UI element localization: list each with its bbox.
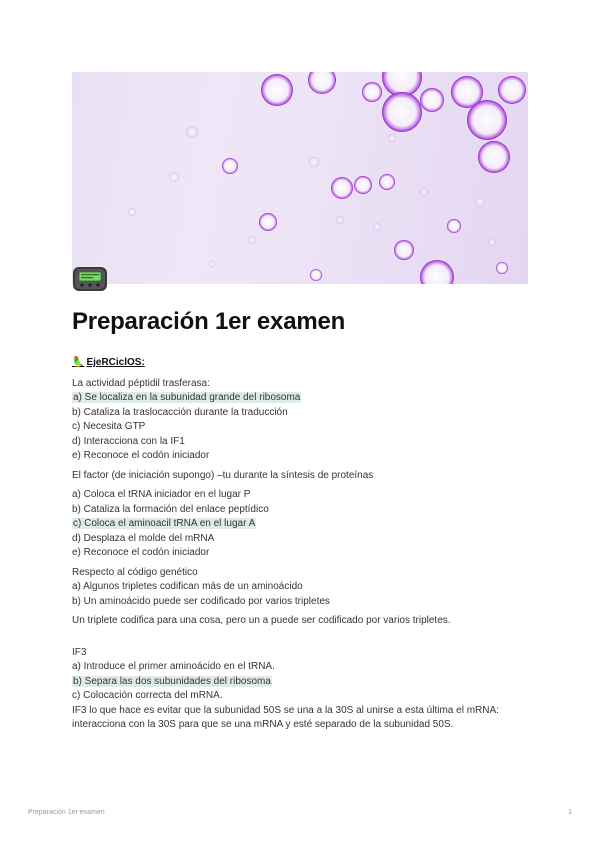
question-stem: La actividad péptidil trasferasa: [72,377,210,389]
answer-text: c) Necesita GTP [72,421,146,432]
answer-text: b) Cataliza la formación del enlace peptídico [72,503,269,515]
page-title: Preparación 1er examen [72,308,346,335]
highlighted-answer: b) Separa las dos subunidades del ribosoma [73,675,271,687]
answer-text: a) Algunos tripletes codifican más de un aminoácido [72,581,303,592]
answer-text: a) Introduce el primer aminoácido en el tRNA. [72,661,275,672]
answer-option [72,406,532,421]
question-stem: El factor (de iniciación supongo) –tu durante la síntesis de proteínas [72,469,374,481]
bubbles-illustration [72,72,528,284]
answer-text: b) Un aminoácido puede ser codificado por varios tripletes [72,595,330,607]
answer-option [72,391,532,406]
explanation-text: IF3 lo que hace es evitar que la subunidad 50S se una a la 30S al unirse a esta última el mRNA: interacciona con la 30S para que se una mRNA y esté separado de la subunidad 50S. [72,704,499,730]
page-number: 1 [568,809,572,816]
note-text: Un triplete codifica para una cosa, pero un a puede ser codificado por varios tripletes. [72,615,451,626]
cover-image [72,72,528,284]
highlighted-answer: a) Se localiza en la subunidad grande del ribosoma [73,392,301,403]
section-heading [72,356,532,371]
answer-option [72,580,532,595]
answer-text: e) Reconoce el codón iniciador [72,450,210,461]
highlighted-answer: c) Coloca el aminoacil tRNA en el lugar A [73,518,256,529]
answer-text: c) Colocación correcta del mRNA. [72,690,223,701]
footer-title: Preparación 1er examen [28,809,105,816]
question-stem: IF3 [72,646,87,658]
answer-text: d) Desplaza el molde del mRNA [72,532,215,544]
answer-text: b) Cataliza la traslocacción durante la traducción [72,406,288,418]
question-stem: Respecto al código genético [72,566,198,578]
answer-option [72,532,532,547]
answer-option [72,595,532,610]
answer-option [72,660,532,675]
answer-text: d) Interacciona con la IF1 [72,435,185,447]
section-heading-text: EjeRCiclOS: [86,357,145,368]
answer-text: e) Reconoce el codón iniciador [72,547,210,558]
parrot-icon: 🦜 [72,357,85,368]
question-options [72,580,532,609]
question-options [72,391,532,464]
page-footer [28,809,572,816]
answer-option [72,503,532,518]
answer-text: a) Coloca el tRNA iniciador en el lugar P [72,489,251,500]
pager-icon [72,264,108,294]
answer-option [72,546,532,561]
answer-option [72,435,532,450]
answer-option [72,675,532,690]
answer-option [72,517,532,532]
answer-option [72,420,532,435]
answer-option [72,449,532,464]
question-options [72,488,532,561]
answer-option [72,488,532,503]
answer-option [72,689,532,704]
question-options [72,660,532,704]
page-content [72,356,532,733]
